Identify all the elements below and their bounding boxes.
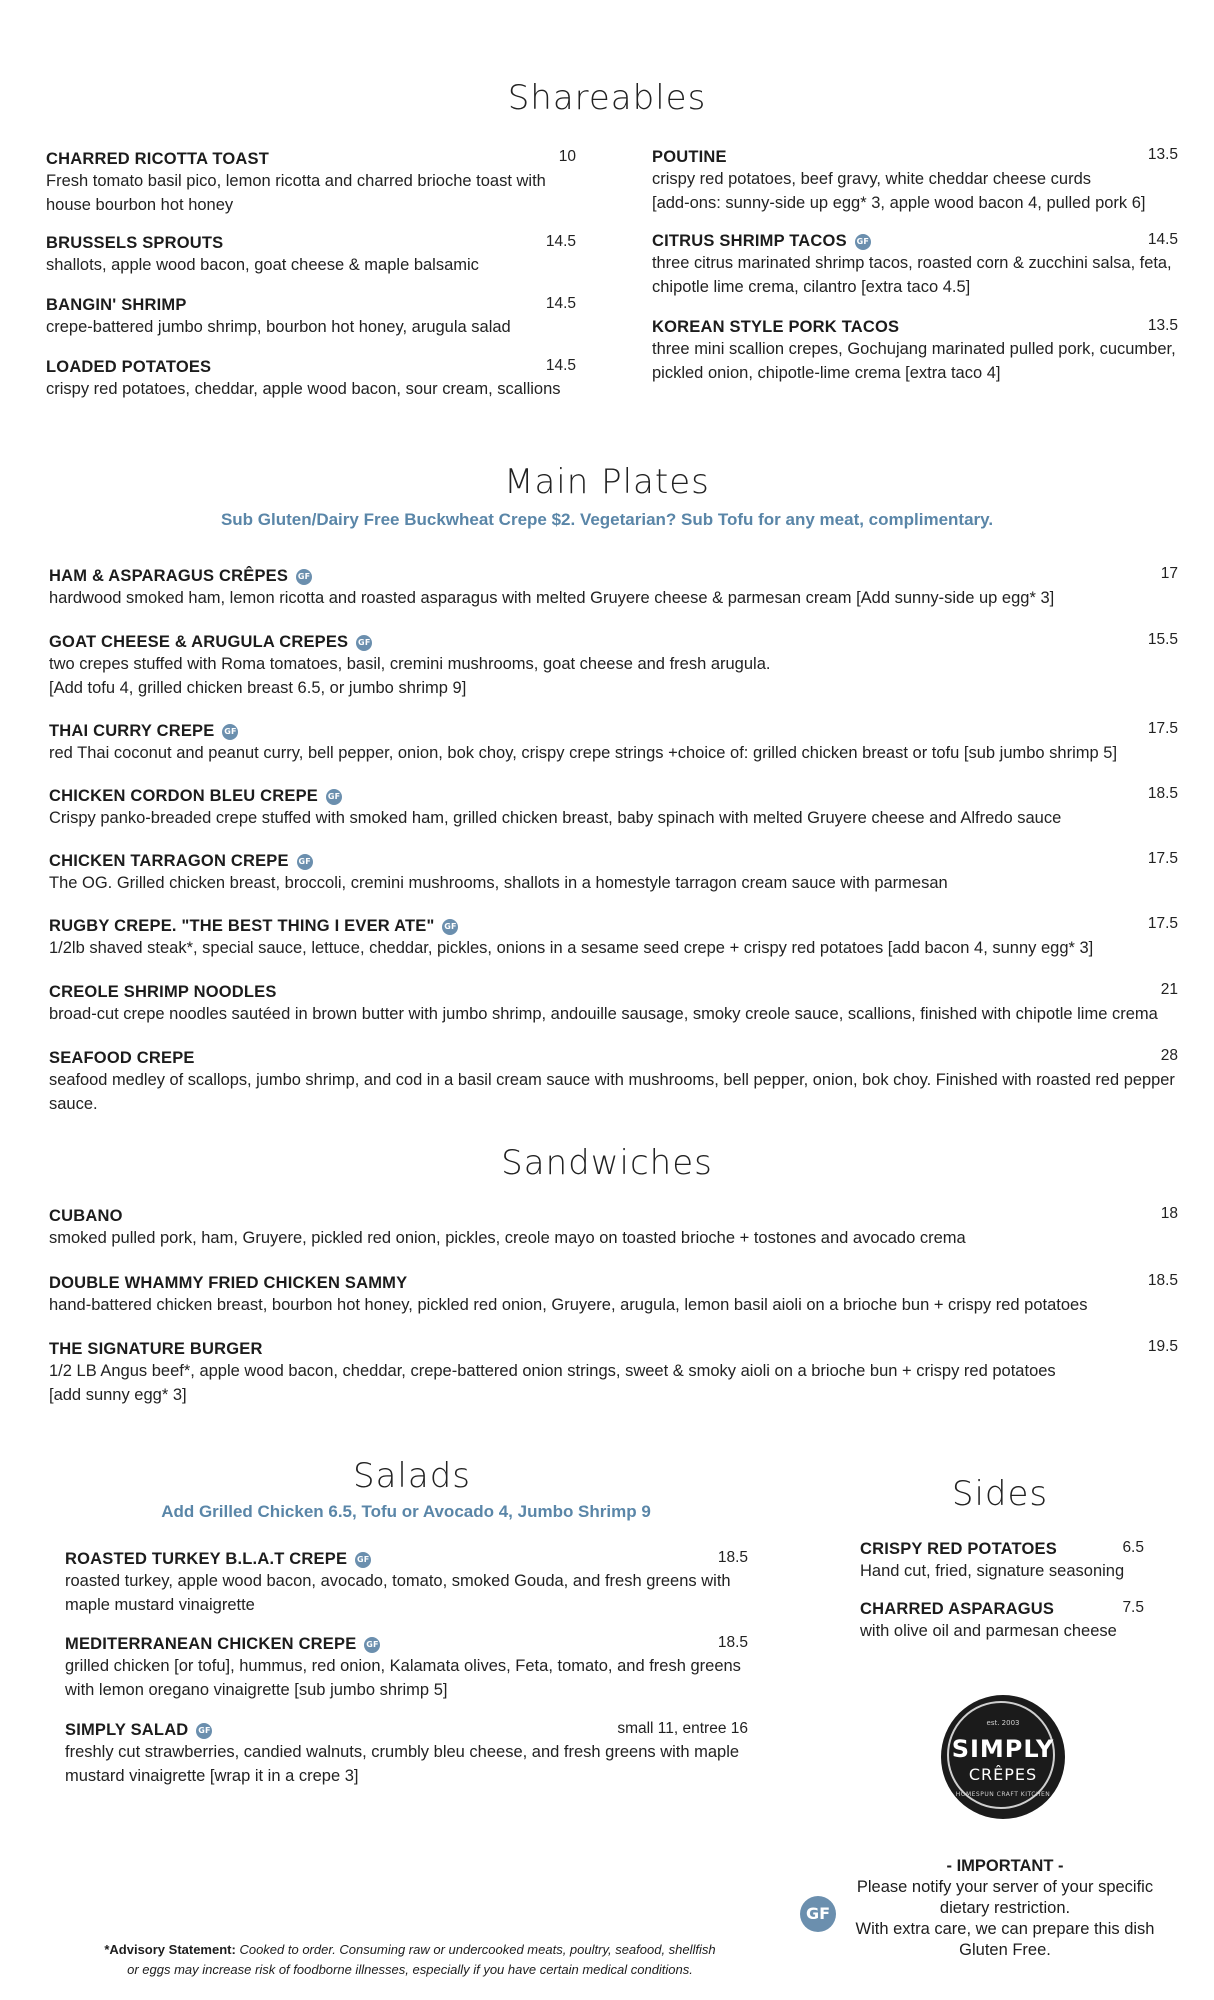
item-price: 18.5	[717, 1549, 748, 1566]
item-price: 18.5	[1147, 1272, 1178, 1289]
gluten-free-icon: GF	[800, 1896, 836, 1932]
menu-item	[46, 234, 576, 277]
item-price: 6.5	[1122, 1539, 1144, 1556]
item-name: CHARRED ASPARAGUS	[860, 1600, 1055, 1618]
menu-item	[49, 1340, 1169, 1407]
menu-item	[49, 722, 1169, 765]
menu-item	[49, 852, 1169, 895]
logo-line-3: HOMESPUN CRAFT KITCHEN	[955, 1791, 1051, 1798]
item-desc: broad-cut crepe noodles sautéed in brown butter with jumbo shrimp, andouille sausage, smoky creole sauce, scallions, finished with chipotle lime crema	[49, 1005, 1158, 1023]
item-desc: three mini scallion crepes, Gochujang marinated pulled pork, cucumber,	[652, 340, 1176, 358]
item-desc: crispy red potatoes, beef gravy, white cheddar cheese curds	[652, 170, 1092, 188]
item-name	[65, 1635, 745, 1654]
item-price: 21	[1160, 981, 1178, 998]
salads-subtitle: Add Grilled Chicken 6.5, Tofu or Avocado 4, Jumbo Shrimp 9	[161, 1502, 651, 1521]
item-name-text: SIMPLY SALAD	[65, 1721, 189, 1739]
item-price: 14.5	[1147, 231, 1178, 248]
item-name: POUTINE	[652, 148, 727, 166]
item-price: 14.5	[545, 233, 576, 250]
gluten-free-icon: GF	[196, 1723, 212, 1739]
salads-title: Salads	[353, 1456, 471, 1496]
item-price: small 11, entree 16	[617, 1720, 748, 1737]
item-desc: hand-battered chicken breast, bourbon hot honey, pickled red onion, Gruyere, arugula, lemon basil aioli on a brioche bun + crispy red potatoes	[49, 1296, 1088, 1314]
important-line: dietary restriction.	[939, 1899, 1071, 1917]
gluten-free-icon: GF	[442, 919, 458, 935]
item-desc: freshly cut strawberries, candied walnuts, crumbly bleu cheese, and fresh greens with maple	[65, 1743, 740, 1761]
item-desc: pickled onion, chipotle-lime crema [extra taco 4]	[652, 364, 1001, 382]
shareables-title: Shareables	[507, 78, 707, 118]
item-name: DOUBLE WHAMMY FRIED CHICKEN SAMMY	[49, 1274, 408, 1292]
item-desc: two crepes stuffed with Roma tomatoes, basil, cremini mushrooms, goat cheese and fresh arugula.	[49, 655, 771, 673]
menu-item	[46, 358, 576, 401]
item-price: 18.5	[1147, 785, 1178, 802]
main-plates-subtitle: Sub Gluten/Dairy Free Buckwheat Crepe $2. Vegetarian? Sub Tofu for any meat, complimentary.	[220, 510, 994, 529]
important-heading: - IMPORTANT -	[946, 1857, 1064, 1875]
important-line: Please notify your server of your specific	[856, 1878, 1154, 1896]
item-desc: seafood medley of scallops, jumbo shrimp, and cod in a basil cream sauce with mushrooms, bell pepper, onion, bok choy. Finished with roasted red pepper	[49, 1071, 1175, 1089]
item-name: KOREAN STYLE PORK TACOS	[652, 318, 900, 336]
item-desc: 1/2 LB Angus beef*, apple wood bacon, cheddar, crepe-battered onion strings, sweet & smoky aioli on a brioche bun + crispy red potatoes	[49, 1362, 1056, 1380]
item-desc: 1/2lb shaved steak*, special sauce, lettuce, cheddar, pickles, onions in a sesame seed crepe + crispy red potatoes [add bacon 4, sunny egg* 3]	[49, 939, 1094, 957]
item-name	[65, 1550, 745, 1569]
menu-item	[49, 633, 1169, 700]
item-desc: smoked pulled pork, ham, Gruyere, pickled red onion, pickles, creole mayo on toasted brioche + tostones and avocado crema	[49, 1229, 966, 1247]
item-name: LOADED POTATOES	[46, 358, 212, 376]
menu-item	[49, 567, 1169, 610]
advisory-text: or eggs may increase risk of foodborne illnesses, especially if you have certain medical conditions.	[127, 1962, 693, 1977]
gluten-free-icon: GF	[355, 1552, 371, 1568]
gluten-free-icon: GF	[364, 1637, 380, 1653]
item-name	[49, 567, 1169, 586]
menu-item	[49, 787, 1169, 830]
menu-item	[652, 318, 1182, 385]
important-line: With extra care, we can prepare this dish	[855, 1920, 1155, 1938]
item-desc: roasted turkey, apple wood bacon, avocado, tomato, smoked Gouda, and fresh greens with	[65, 1572, 731, 1590]
item-name: BRUSSELS SPROUTS	[46, 234, 224, 252]
item-price: 18	[1160, 1205, 1178, 1222]
gluten-free-icon: GF	[326, 789, 342, 805]
menu-item	[49, 1274, 1169, 1317]
menu-item	[652, 148, 1172, 215]
gluten-free-icon: GF	[356, 635, 372, 651]
menu-item	[49, 1207, 1169, 1250]
item-name-text: CHICKEN TARRAGON CREPE	[49, 852, 289, 870]
item-desc: crepe-battered jumbo shrimp, bourbon hot honey, arugula salad	[46, 318, 511, 336]
sandwiches-title: Sandwiches	[501, 1143, 713, 1183]
menu-item	[65, 1550, 745, 1617]
item-price: 7.5	[1122, 1599, 1144, 1616]
item-name	[49, 917, 1169, 936]
item-name	[49, 787, 1169, 806]
item-price: 17.5	[1147, 850, 1178, 867]
item-name	[49, 722, 1169, 741]
item-name-text: MEDITERRANEAN CHICKEN CREPE	[65, 1635, 357, 1653]
item-price: 17.5	[1147, 915, 1178, 932]
item-price: 28	[1160, 1047, 1178, 1064]
item-desc: crispy red potatoes, cheddar, apple wood bacon, sour cream, scallions	[46, 380, 561, 398]
item-desc: chipotle lime crema, cilantro [extra taco 4.5]	[652, 278, 971, 296]
item-name: THE SIGNATURE BURGER	[49, 1340, 263, 1358]
advisory-statement	[70, 1940, 750, 1980]
advisory-text: Cooked to order. Consuming raw or undercooked meats, poultry, seafood, shellfish	[239, 1942, 716, 1957]
item-name-text: CITRUS SHRIMP TACOS	[652, 232, 847, 250]
item-desc: hardwood smoked ham, lemon ricotta and roasted asparagus with melted Gruyere cheese & parmesan cream [Add sunny-side up egg* 3]	[49, 589, 1055, 607]
gluten-free-icon: GF	[296, 569, 312, 585]
important-note	[845, 1856, 1165, 1961]
item-name: CREOLE SHRIMP NOODLES	[49, 983, 277, 1001]
item-name: CHARRED RICOTTA TOAST	[46, 150, 269, 168]
item-desc: [add-ons: sunny-side up egg* 3, apple wood bacon 4, pulled pork 6]	[652, 194, 1146, 212]
simply-crepes-logo	[941, 1695, 1065, 1819]
item-desc: with olive oil and parmesan cheese	[860, 1622, 1117, 1640]
item-desc: Hand cut, fried, signature seasoning	[860, 1562, 1125, 1580]
item-name-text: RUGBY CREPE. "THE BEST THING I EVER ATE"	[49, 917, 435, 935]
item-price: 14.5	[545, 295, 576, 312]
item-desc: maple mustard vinaigrette	[65, 1596, 255, 1614]
menu-item	[49, 1049, 1174, 1116]
menu-item	[860, 1600, 1130, 1643]
gluten-free-icon: GF	[855, 234, 871, 250]
logo-line-2: CRÊPES	[968, 1765, 1038, 1784]
item-price: 19.5	[1147, 1338, 1178, 1355]
main-plates-title: Main Plates	[504, 462, 710, 502]
item-desc: shallots, apple wood bacon, goat cheese & maple balsamic	[46, 256, 479, 274]
item-desc: sauce.	[49, 1095, 98, 1113]
item-price: 17	[1160, 565, 1178, 582]
menu-item	[652, 232, 1172, 299]
item-desc: red Thai coconut and peanut curry, bell pepper, onion, bok choy, crispy crepe strings +choice of: grilled chicken breast or tofu [sub jumbo shrimp 5]	[49, 744, 1118, 762]
item-desc: mustard vinaigrette [wrap it in a crepe 3]	[65, 1767, 359, 1785]
item-price: 17.5	[1147, 720, 1178, 737]
logo-est: est. 2003	[986, 1719, 1020, 1727]
item-desc: three citrus marinated shrimp tacos, roasted corn & zucchini salsa, feta,	[652, 254, 1172, 272]
item-name-text: ROASTED TURKEY B.L.A.T CREPE	[65, 1550, 348, 1568]
item-name: CRISPY RED POTATOES	[860, 1540, 1057, 1558]
advisory-label: *Advisory Statement:	[104, 1942, 236, 1957]
item-name: BANGIN' SHRIMP	[46, 296, 187, 314]
item-name	[652, 232, 1172, 251]
item-name-text: CHICKEN CORDON BLEU CREPE	[49, 787, 319, 805]
item-desc: [Add tofu 4, grilled chicken breast 6.5, or jumbo shrimp 9]	[49, 679, 467, 697]
item-price: 10	[558, 148, 576, 165]
item-name: CUBANO	[49, 1207, 123, 1225]
item-desc: Fresh tomato basil pico, lemon ricotta and charred brioche toast with	[46, 172, 546, 190]
item-name: SEAFOOD CREPE	[49, 1049, 195, 1067]
menu-item	[49, 983, 1169, 1026]
item-name-text: THAI CURRY CREPE	[49, 722, 215, 740]
item-price: 15.5	[1147, 631, 1178, 648]
item-name	[49, 633, 1169, 652]
item-desc: house bourbon hot honey	[46, 196, 234, 214]
logo-line-1: SIMPLY	[951, 1735, 1055, 1763]
advisory-line-1	[70, 1940, 750, 1960]
menu-item	[65, 1635, 745, 1702]
item-desc: grilled chicken [or tofu], hummus, red onion, Kalamata olives, Feta, tomato, and fresh greens	[65, 1657, 741, 1675]
item-name	[49, 852, 1169, 871]
menu-item	[49, 917, 1169, 960]
item-desc: The OG. Grilled chicken breast, broccoli, cremini mushrooms, shallots in a homestyle tarragon cream sauce with parmesan	[49, 874, 948, 892]
item-desc: with lemon oregano vinaigrette [sub jumbo shrimp 5]	[65, 1681, 448, 1699]
sides-title: Sides	[951, 1474, 1049, 1514]
item-price: 14.5	[545, 357, 576, 374]
menu-item	[46, 296, 576, 339]
item-price: 13.5	[1147, 146, 1178, 163]
important-line: Gluten Free.	[959, 1941, 1051, 1959]
menu-item	[46, 150, 576, 217]
gluten-free-icon: GF	[222, 724, 238, 740]
item-name-text: HAM & ASPARAGUS CRÊPES	[49, 567, 289, 585]
advisory-line-2	[70, 1960, 750, 1980]
item-name-text: GOAT CHEESE & ARUGULA CREPES	[49, 633, 349, 651]
gluten-free-icon: GF	[297, 854, 313, 870]
item-price: 18.5	[717, 1634, 748, 1651]
menu-item	[860, 1540, 1130, 1583]
item-price: 13.5	[1147, 317, 1178, 334]
item-desc: Crispy panko-breaded crepe stuffed with smoked ham, grilled chicken breast, baby spinach with melted Gruyere cheese and Alfredo sauce	[49, 809, 1062, 827]
item-desc: [add sunny egg* 3]	[49, 1386, 187, 1404]
